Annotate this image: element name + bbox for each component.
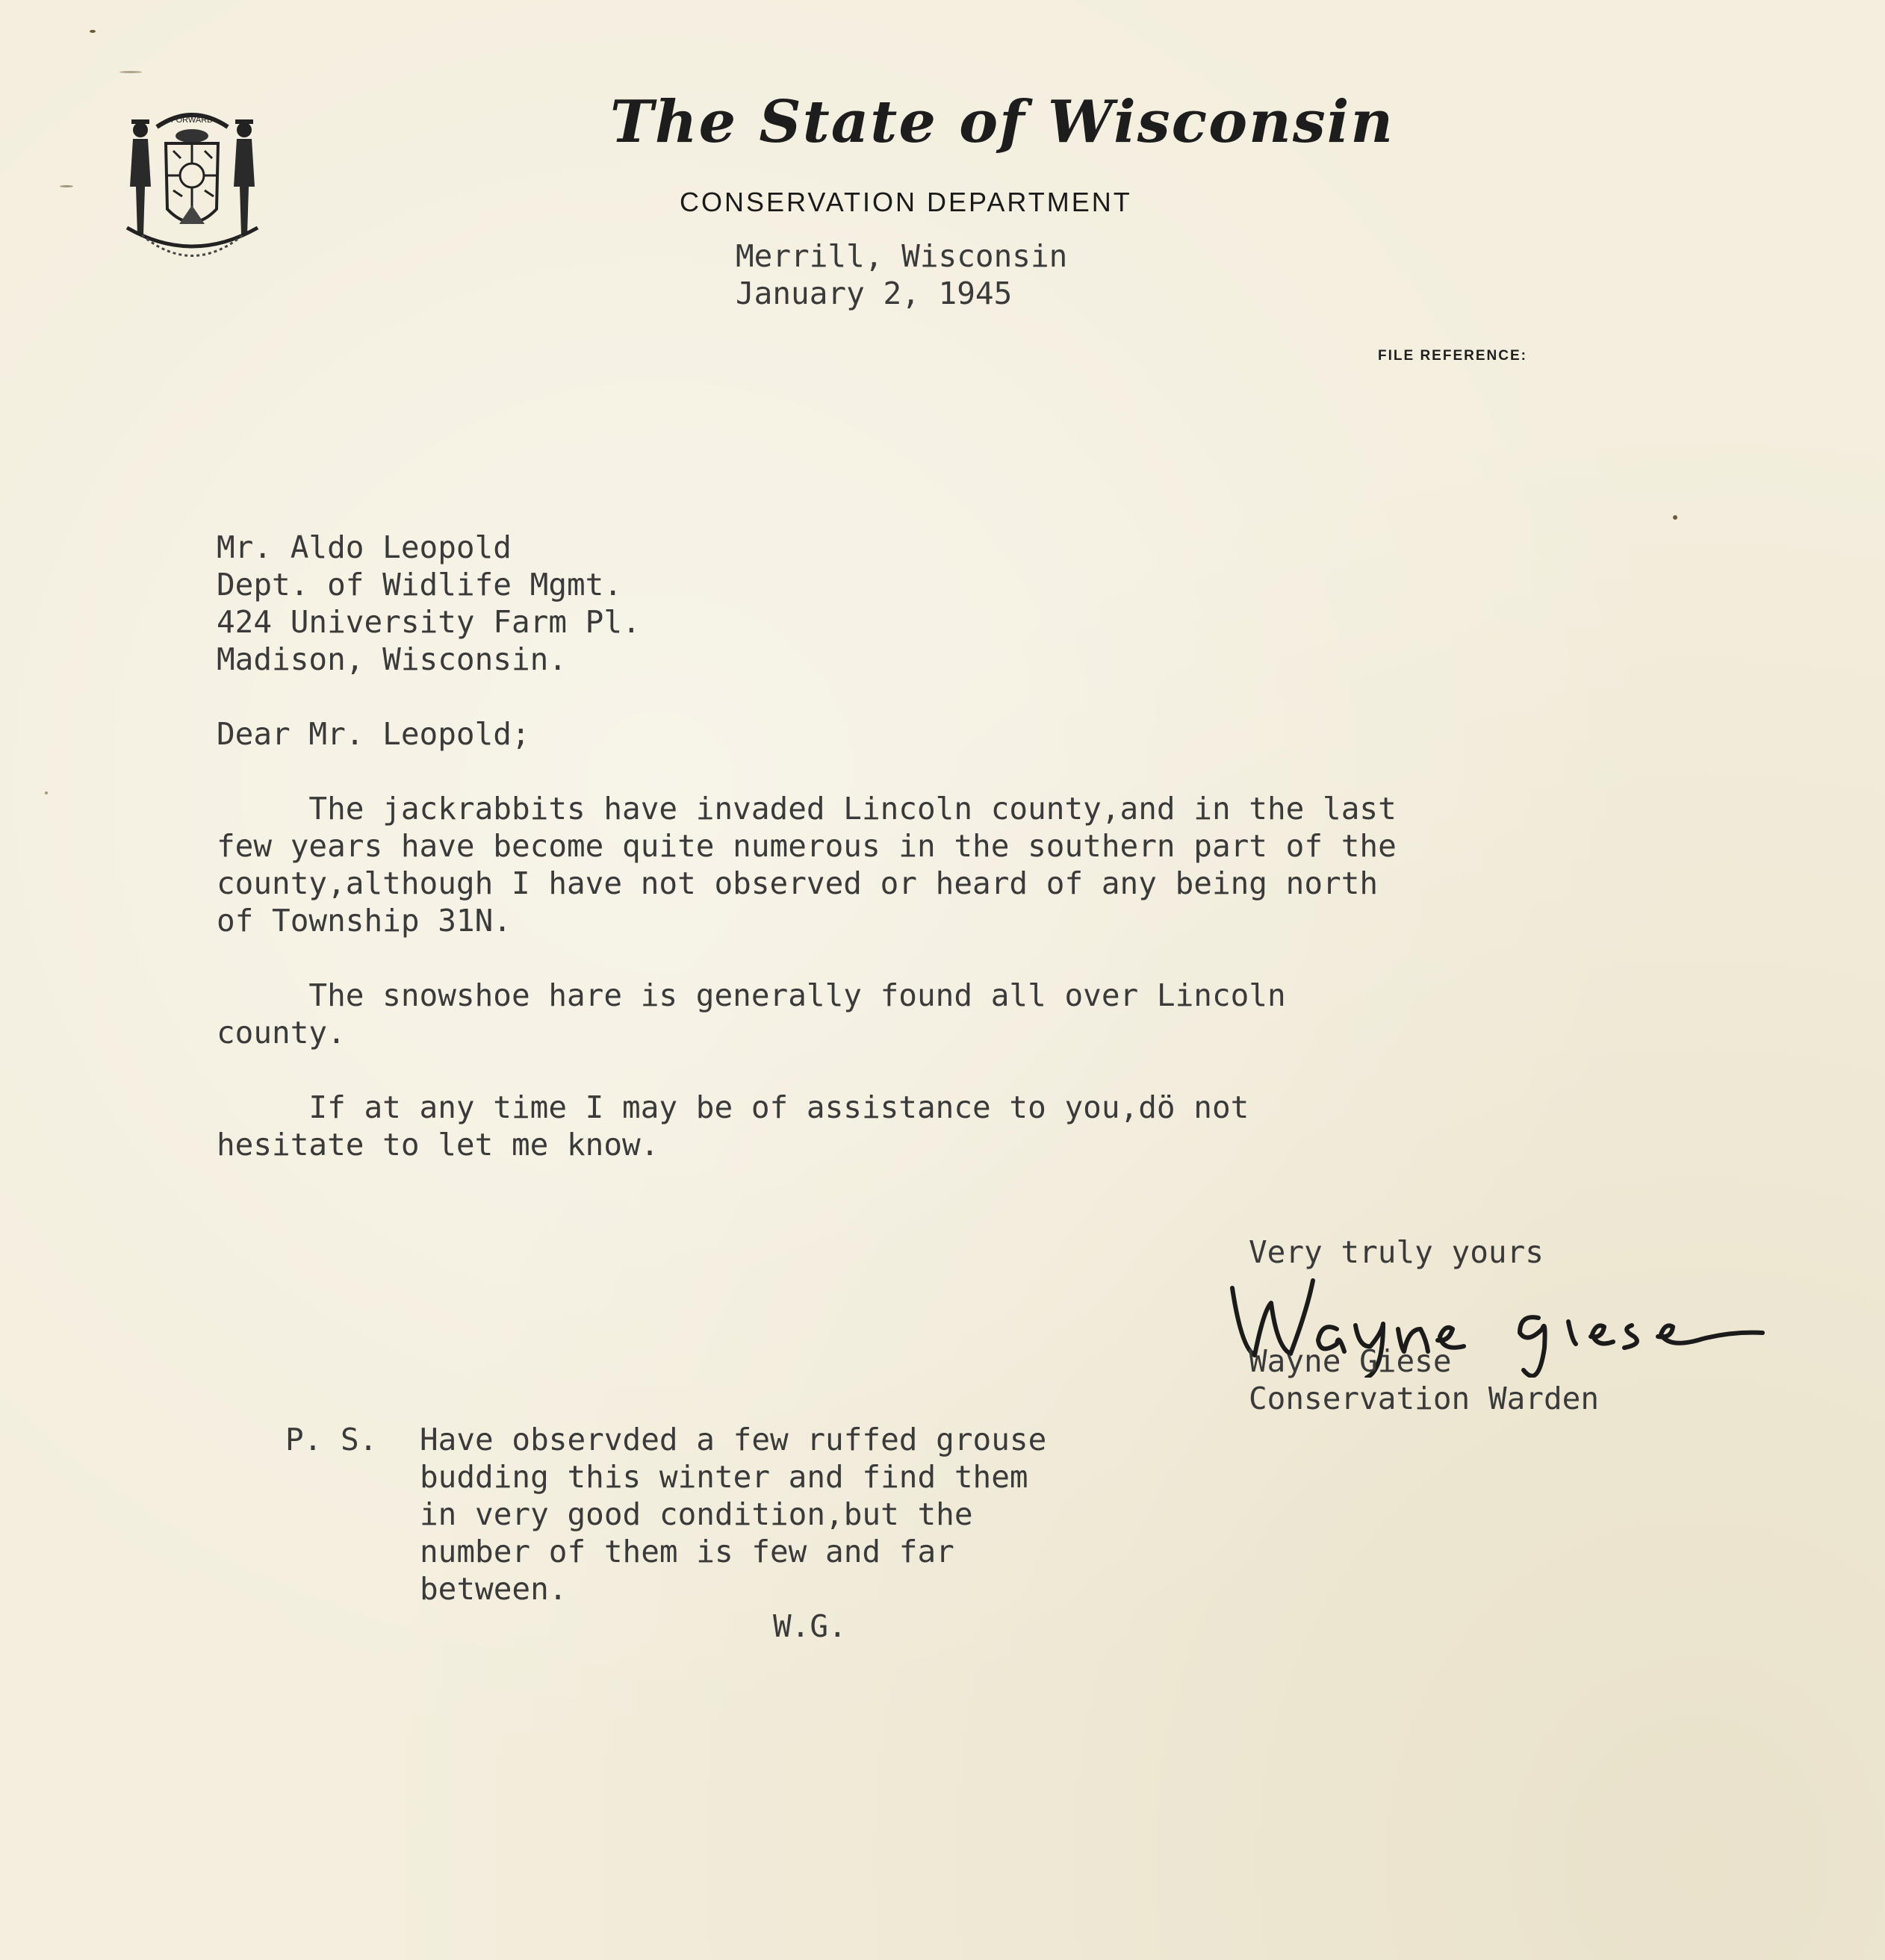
recipient-address-line: 424 University Farm Pl. [217, 604, 641, 640]
postscript-label: P. S. [285, 1422, 378, 1457]
body-paragraph: The snowshoe hare is generally found all over Lincoln county. [217, 977, 1286, 1051]
paper-speck [45, 791, 48, 794]
letter-date: January 2, 1945 [736, 276, 1013, 311]
letter-place: Merrill, Wisconsin [736, 238, 1068, 274]
postscript-initials: W.G. [773, 1608, 847, 1644]
svg-text:FORWARD: FORWARD [170, 116, 214, 125]
paper-speck [1673, 515, 1677, 520]
body-paragraph: If at any time I may be of assistance to you,dö not hesitate to let me know. [217, 1089, 1249, 1163]
letterhead-title: The State of Wisconsin [609, 88, 1395, 156]
paper-speck [90, 30, 96, 33]
signer-name: Wayne Giese [1249, 1343, 1452, 1379]
body-paragraph: The jackrabbits have invaded Lincoln county,and in the last few years have become quite numerous in the southern part of the county,although I have not observed or heard of any being north of Township 31N. [217, 791, 1397, 939]
signer-title: Conservation Warden [1249, 1381, 1599, 1416]
recipient-address-line: Madison, Wisconsin. [217, 641, 567, 677]
salutation: Dear Mr. Leopold; [217, 716, 530, 752]
paper-speck [60, 185, 73, 187]
letterhead-department: CONSERVATION DEPARTMENT [680, 187, 1132, 217]
recipient-address-line: Dept. of Widlife Mgmt. [217, 567, 623, 603]
file-reference-label: FILE REFERENCE: [1378, 348, 1527, 364]
recipient-address-line: Mr. Aldo Leopold [217, 529, 512, 565]
paper-speck [119, 71, 142, 73]
postscript-text: Have observded a few ruffed grouse budding this winter and find them in very good condition,but the number of them is few and far between. [420, 1422, 1047, 1607]
closing: Very truly yours [1249, 1234, 1544, 1270]
